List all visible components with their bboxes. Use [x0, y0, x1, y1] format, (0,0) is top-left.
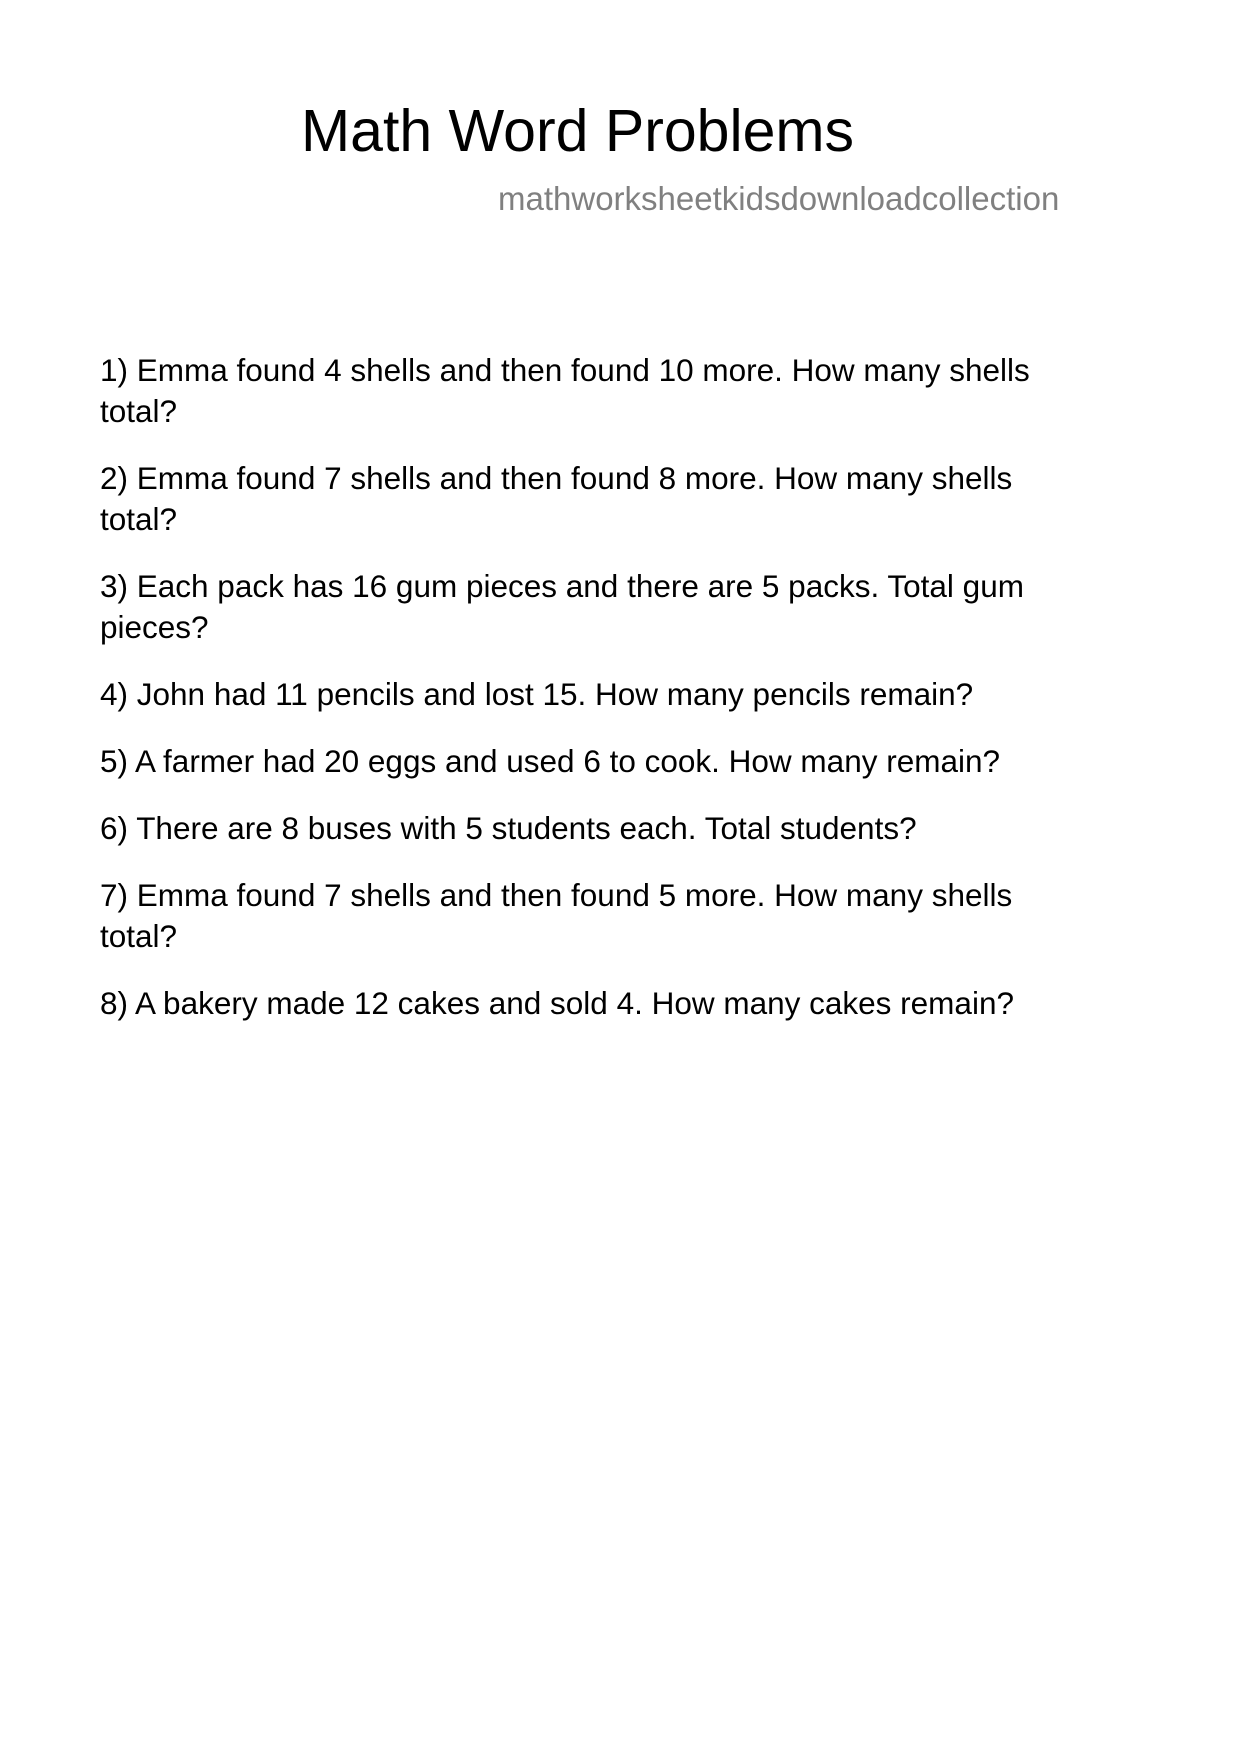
problem-item-7	[100, 875, 1160, 957]
problem-text-line: total?	[100, 501, 178, 537]
problem-text-line: pieces?	[100, 609, 209, 645]
problem-item-1	[100, 350, 1160, 432]
page-subtitle: mathworksheetkidsdownloadcollection	[498, 180, 1060, 217]
problem-item-4	[100, 674, 1160, 715]
problem-item-6	[100, 808, 1160, 849]
problem-item-5	[100, 741, 1160, 782]
problem-text-line: total?	[100, 918, 178, 954]
problem-text-line: 7) Emma found 7 shells and then found 5 more. How many shells	[100, 877, 1013, 913]
problem-text-line: 5) A farmer had 20 eggs and used 6 to cook. How many remain?	[100, 743, 1001, 779]
problem-item-3	[100, 566, 1160, 648]
problem-list	[100, 350, 1160, 1050]
problem-text-line: 3) Each pack has 16 gum pieces and there are 5 packs. Total gum	[100, 568, 1024, 604]
problem-item-8	[100, 983, 1160, 1024]
problem-text-line: 8) A bakery made 12 cakes and sold 4. How many cakes remain?	[100, 985, 1014, 1021]
page-title: Math Word Problems	[301, 98, 855, 164]
problem-text-line: total?	[100, 393, 178, 429]
problem-item-2	[100, 458, 1160, 540]
problem-text-line: 4) John had 11 pencils and lost 15. How many pencils remain?	[100, 676, 974, 712]
problem-text-line: 2) Emma found 7 shells and then found 8 more. How many shells	[100, 460, 1013, 496]
problem-text-line: 6) There are 8 buses with 5 students each. Total students?	[100, 810, 917, 846]
problem-text-line: 1) Emma found 4 shells and then found 10 more. How many shells	[100, 352, 1030, 388]
